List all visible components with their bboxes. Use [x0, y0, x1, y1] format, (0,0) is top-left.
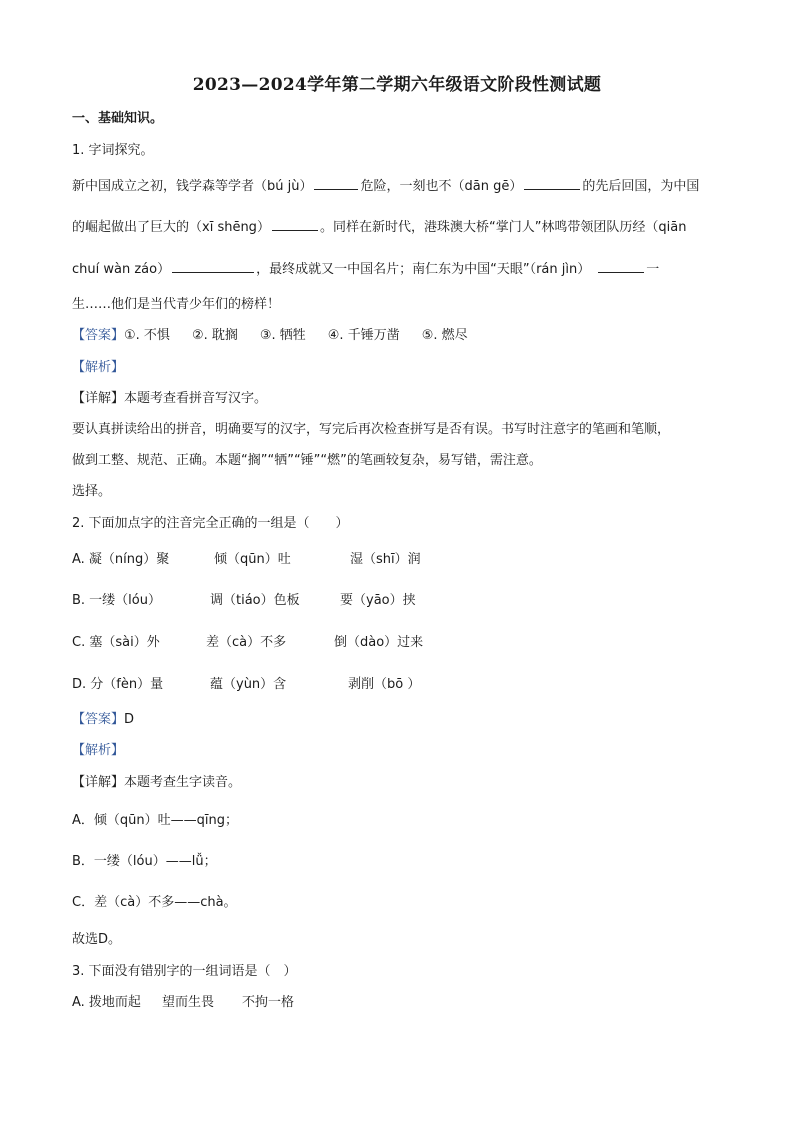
question-1-line-2	[72, 218, 687, 238]
page-title: 2023—2024学年第二学期六年级语文阶段性测试题	[192, 75, 602, 95]
analysis-tag: 【解析】	[72, 743, 125, 758]
q1-text: chuí wàn záo）	[72, 262, 171, 277]
detail-text: 本题考查生字读音。	[124, 775, 242, 790]
question-2-stem: 2. 下面加点字的注音完全正确的一组是（ ）	[72, 516, 349, 531]
q1-text: 的崛起做出了巨大的（xī shēng）	[72, 220, 270, 235]
question-2-answer	[72, 710, 134, 730]
answer-item: ④. 千锤万凿	[327, 328, 400, 343]
section-heading: 一、基础知识。	[72, 111, 164, 126]
detail-tag: 【详解】	[72, 775, 125, 790]
answer-item: ①. 不惧	[124, 328, 170, 343]
question-3-option-a	[72, 993, 294, 1013]
option-part: 不拘一格	[242, 995, 295, 1010]
option-part: D. 分（fèn）量	[72, 677, 164, 692]
question-2-detail	[72, 773, 241, 793]
answer-blank[interactable]	[598, 260, 644, 273]
q1-text: 。同样在新时代，港珠澳大桥“掌门人”林鸣带领团队历经（qiān	[319, 220, 687, 235]
answer-item: ⑤. 燃尽	[421, 328, 468, 343]
question-2-note-c: C．差（cà）不多——chà。	[72, 895, 237, 910]
q1-text: ，最终成就又一中国名片；南仁东为中国“天眼”（rán jìn）	[256, 262, 591, 277]
detail-text: 本题考查看拼音写汉字。	[124, 391, 268, 406]
question-1-detail	[72, 389, 267, 409]
question-1-conclusion: 选择。	[72, 484, 112, 499]
question-1-line-1	[72, 177, 699, 197]
option-part: 蕴（yùn）含	[210, 677, 287, 692]
answer-blank[interactable]	[314, 177, 358, 190]
question-1-line-3	[72, 260, 659, 280]
option-part: 差（cà）不多	[206, 635, 287, 650]
answer-item: ③. 牺牲	[259, 328, 306, 343]
answer-tag: 【答案】	[72, 328, 125, 343]
option-part: 倾（qūn）吐	[214, 552, 291, 567]
option-part: A. 拨地而起	[72, 995, 141, 1010]
option-part: B. 一缕（lóu）	[72, 593, 161, 608]
q1-text: 的先后回国，为中国	[582, 179, 700, 194]
q1-text: 新中国成立之初，钱学森等学者（bú jù）	[72, 179, 313, 194]
detail-tag: 【详解】	[72, 391, 125, 406]
question-2-note-a: A．倾（qūn）吐——qīng；	[72, 813, 238, 828]
answer-blank[interactable]	[524, 177, 580, 190]
option-a	[72, 550, 421, 570]
option-part: 调（tiáo）色板	[210, 593, 300, 608]
question-2-conclusion: 故选D。	[72, 932, 122, 947]
question-1-answer	[72, 326, 490, 346]
question-1-explanation-2: 做到工整、规范、正确。本题“搁”“牺”“锤”“燃”的笔画较复杂，易写错，需注意。	[72, 453, 542, 468]
option-d	[72, 675, 420, 695]
question-1-explanation-1: 要认真拼读给出的拼音，明确要写的汉字，写完后再次检查拼写是否有误。书写时注意字的笔画和笔顺，	[72, 422, 671, 437]
option-part: 湿（shī）润	[350, 552, 421, 567]
option-part: 倒（dào）过来	[334, 635, 424, 650]
question-3-stem: 3. 下面没有错别字的一组词语是（ ）	[72, 964, 297, 979]
option-part: 剥削（bō ）	[348, 677, 421, 692]
option-b	[72, 591, 416, 611]
answer-value: D	[124, 712, 135, 727]
question-2-note-b: B．一缕（lóu）——lǚ；	[72, 854, 217, 869]
option-c	[72, 633, 423, 653]
answer-blank[interactable]	[272, 218, 318, 231]
answer-blank[interactable]	[172, 260, 254, 273]
option-part: 要（yāo）挟	[340, 593, 416, 608]
analysis-tag: 【解析】	[72, 360, 125, 375]
option-part: A. 凝（níng）聚	[72, 552, 170, 567]
option-part: C. 塞（sài）外	[72, 635, 160, 650]
answer-item: ②. 耽搁	[191, 328, 238, 343]
q1-text: 危险，一刻也不（dān gē）	[360, 179, 523, 194]
q1-text: 一	[646, 262, 660, 277]
option-part: 望而生畏	[162, 995, 215, 1010]
answer-tag: 【答案】	[72, 712, 125, 727]
question-1-stem: 1. 字词探究。	[72, 143, 154, 158]
question-1-line-4: 生……他们是当代青少年们的榜样！	[72, 297, 281, 312]
